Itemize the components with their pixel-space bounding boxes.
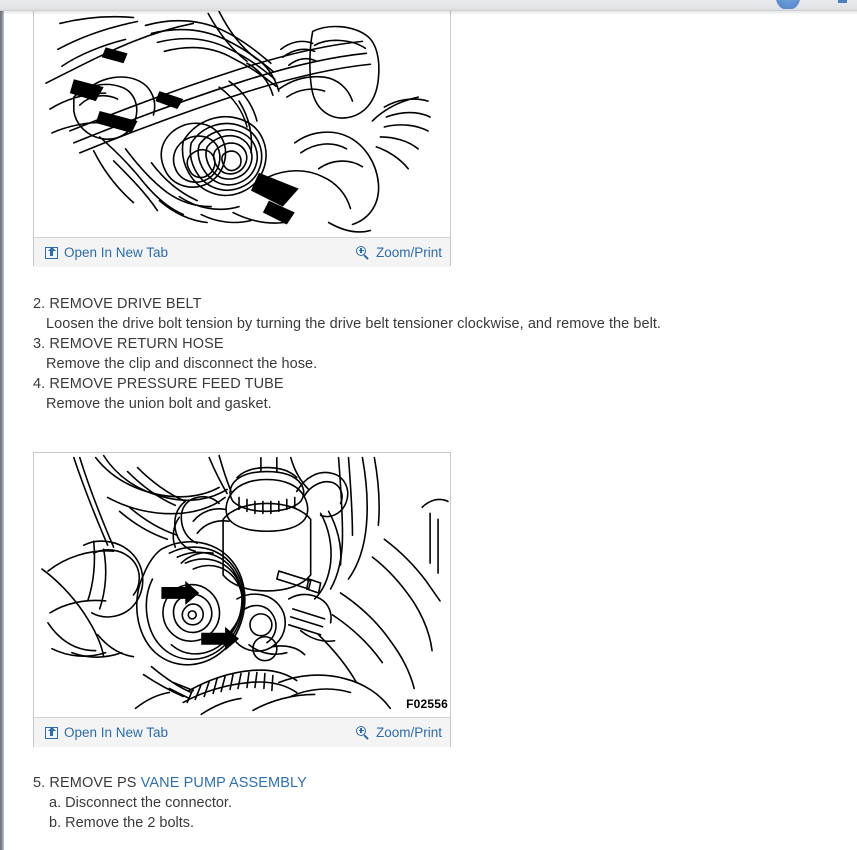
avatar-disc xyxy=(776,0,800,9)
step-4-body: Remove the union bolt and gasket. xyxy=(46,396,272,412)
step-5-heading xyxy=(33,773,733,793)
instruction-block-lower xyxy=(33,773,733,833)
step-5b-body: b. Remove the 2 bolts. xyxy=(49,815,195,831)
drive-belt-line-drawing xyxy=(34,11,450,237)
newtab-arrow xyxy=(50,250,53,256)
figure-toolbar xyxy=(34,237,450,267)
figure-toolbar xyxy=(34,717,450,747)
step-2-heading: 2. REMOVE DRIVE BELT xyxy=(33,296,202,312)
figure-vane-pump-image[interactable] xyxy=(34,453,450,717)
step-3-body: Remove the clip and disconnect the hose. xyxy=(46,356,318,372)
zoom-print-label: Zoom/Print xyxy=(376,244,443,260)
step-4-heading: 4. REMOVE PRESSURE FEED TUBE xyxy=(33,376,284,392)
open-in-new-tab-button[interactable] xyxy=(45,726,168,740)
step-2-body: Loosen the drive bolt tension by turning the drive belt tensioner clockwise, and remove the belt. xyxy=(46,316,662,332)
open-in-new-tab-label: Open In New Tab xyxy=(64,244,169,260)
zoom-print-button[interactable] xyxy=(356,246,442,260)
magnifier-handle xyxy=(364,734,369,739)
step-3-heading: 3. REMOVE RETURN HOSE xyxy=(33,336,224,352)
browser-menu-icon[interactable] xyxy=(836,0,850,8)
menu-bar xyxy=(838,0,847,3)
zoom-print-label: Zoom/Print xyxy=(376,724,443,740)
magnifier-plus-vertical xyxy=(360,248,361,253)
instruction-block-upper xyxy=(33,294,733,414)
browser-toolbar xyxy=(0,0,857,11)
figure-code-label: F02556 xyxy=(406,697,448,711)
open-in-new-tab-label: Open In New Tab xyxy=(64,724,169,740)
open-in-new-tab-button[interactable] xyxy=(45,246,168,260)
step-5-heading-prefix: 5. REMOVE PS xyxy=(33,775,141,791)
zoom-in-magnifier-icon xyxy=(356,246,370,260)
open-in-new-tab-icon xyxy=(45,727,58,739)
document-content xyxy=(4,11,857,850)
left-sidebar-edge[interactable] xyxy=(0,10,4,850)
zoom-in-magnifier-icon xyxy=(356,726,370,740)
zoom-print-button[interactable] xyxy=(356,726,442,740)
magnifier-plus-vertical xyxy=(360,728,361,733)
figure-vane-pump-panel xyxy=(33,452,451,747)
toolbar-shadow xyxy=(0,11,857,15)
vane-pump-line-drawing xyxy=(34,453,450,717)
step-5a-body: a. Disconnect the connector. xyxy=(49,795,232,811)
open-in-new-tab-icon xyxy=(45,247,58,259)
account-avatar-icon[interactable] xyxy=(776,0,800,9)
magnifier-handle xyxy=(364,254,369,259)
figure-drive-belt-panel xyxy=(33,11,451,266)
vane-pump-assembly-link[interactable]: VANE PUMP ASSEMBLY xyxy=(140,775,307,791)
figure-drive-belt-image[interactable] xyxy=(34,11,450,237)
newtab-arrow xyxy=(50,730,53,736)
